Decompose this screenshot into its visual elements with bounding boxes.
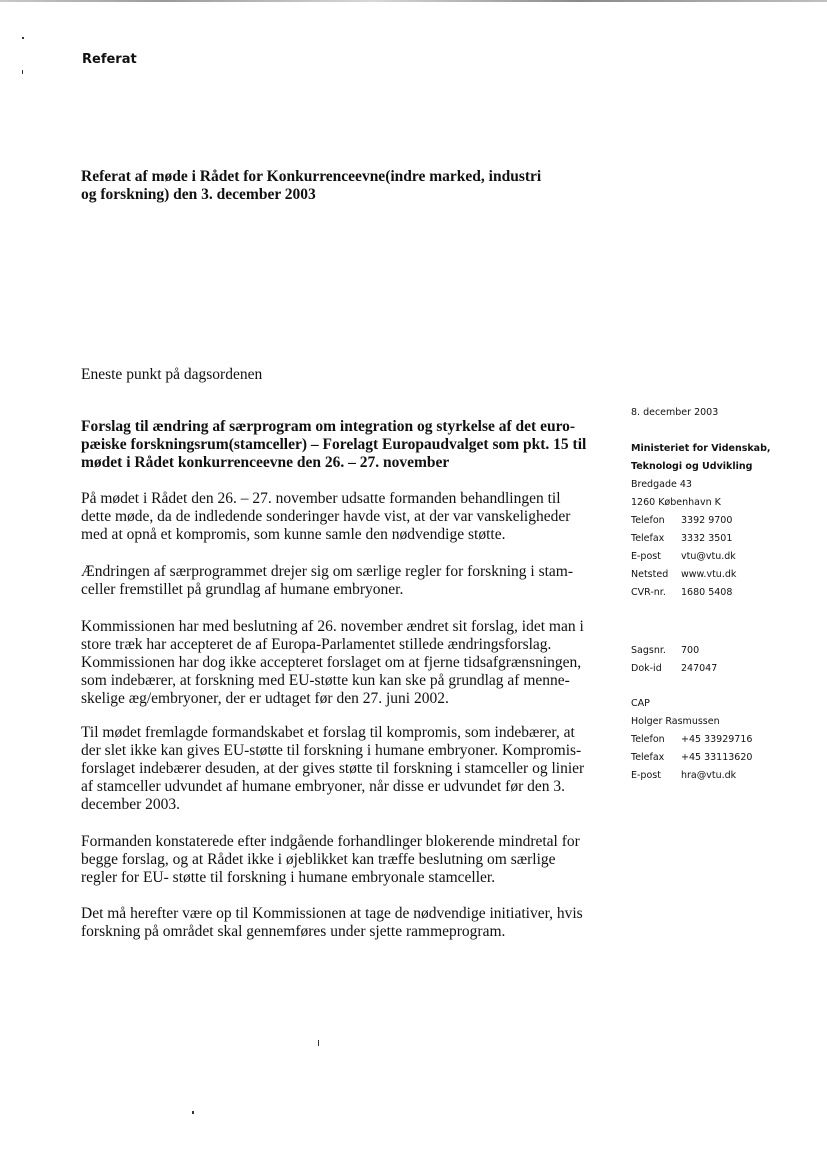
contact-key: Telefon [631, 515, 665, 526]
paragraph-line: skelige æg/embryoner, der er udtaget før den 27. juni 2002. [81, 690, 449, 707]
ministry-name-line: Ministeriet for Videnskab, [631, 443, 771, 454]
street-address: Bredgade 43 [631, 479, 692, 490]
paragraph-line: som indebærer, at forskning med EU-støtte kun kan ske på grundlag af menne- [81, 672, 570, 689]
section-title-line: mødet i Rådet konkurrenceevne den 26. – 27. november [81, 454, 450, 471]
contact-phone [631, 512, 821, 530]
paragraph [81, 905, 606, 941]
section-title [81, 418, 606, 472]
sidebar-spacer [631, 678, 821, 695]
person-contact-value: +45 33929716 [681, 734, 753, 745]
person-phone [631, 731, 821, 749]
paragraph [81, 724, 606, 814]
paragraph [81, 563, 606, 599]
paragraph [81, 490, 606, 544]
person-contact-value: hra@vtu.dk [681, 770, 737, 781]
case-number [631, 642, 821, 660]
person-fax [631, 749, 821, 767]
paragraph-line: af stamceller udvundet af humane embryoner, når disse er udvundet før den 3. [81, 778, 566, 795]
paragraph [81, 618, 606, 708]
contact-key: Netsted [631, 569, 669, 580]
case-value: 247047 [681, 663, 718, 674]
contact-value: vtu@vtu.dk [681, 551, 736, 562]
paragraph-line: med at opnå et kompromis, som kunne samle den nødvendige støtte. [81, 526, 506, 543]
scan-speck [192, 1111, 194, 1114]
scan-speck [22, 70, 23, 74]
contact-value: 3332 3501 [681, 533, 733, 544]
paragraph-line: Formanden konstaterede efter indgående forhandlinger blokerende mindretal for [81, 833, 580, 850]
case-value: 700 [681, 645, 700, 656]
case-key: Dok-id [631, 663, 662, 674]
section-title-line: pæiske forskningsrum(stamceller) – Forelagt Europaudvalget som pkt. 15 til [81, 436, 587, 453]
paragraph-line: der slet ikke kan gives EU-støtte til forskning i humane embryoner. Kompromis- [81, 742, 582, 759]
sidebar-spacer [631, 602, 821, 642]
paragraph-line: regler for EU- støtte til forskning i humane embryonale stamceller. [81, 869, 496, 886]
agenda-heading: Eneste punkt på dagsordenen [81, 366, 263, 383]
contact-fax [631, 530, 821, 548]
person-contact-value: +45 33113620 [681, 752, 753, 763]
ministry-name-line: Teknologi og Udvikling [631, 461, 753, 472]
paragraph-line: forskning på området skal gennemføres under sjette rammeprogram. [81, 923, 506, 940]
case-key: Sagsnr. [631, 645, 666, 656]
paragraph-line: Kommissionen har dog ikke accepteret forslaget om at fjerne tidsafgrænsningen, [81, 654, 582, 671]
contact-key: Telefax [631, 533, 665, 544]
document-type-label: Referat [82, 52, 137, 67]
scan-speck [22, 37, 24, 39]
document-title [81, 168, 581, 204]
contact-value: 3392 9700 [681, 515, 733, 526]
paragraph-line: forslaget indebærer desuden, at der gives støtte til forskning i stamceller og linier [81, 760, 585, 777]
person-contact-key: Telefon [631, 734, 665, 745]
paragraph [81, 833, 606, 887]
person-email [631, 767, 821, 785]
person-contact-key: Telefax [631, 752, 665, 763]
paragraph-line: Det må herefter være op til Kommissionen at tage de nødvendige initiativer, hvis [81, 905, 583, 922]
contact-person: Holger Rasmussen [631, 716, 720, 727]
paragraph-line: dette møde, da de indledende sonderinger havde vist, at der var vanskeligheder [81, 508, 571, 525]
department-code: CAP [631, 698, 650, 709]
paragraph-line: Kommissionen har med beslutning af 26. november ændret sit forslag, idet man i [81, 618, 584, 635]
sidebar-spacer [631, 422, 821, 440]
person-contact-key: E-post [631, 770, 661, 781]
document-date: 8. december 2003 [631, 407, 719, 418]
paragraph-line: Til mødet fremlagde formandskabet et forslag til kompromis, som indebærer, at [81, 724, 575, 741]
contact-cvr [631, 584, 821, 602]
contact-key: E-post [631, 551, 661, 562]
contact-email [631, 548, 821, 566]
document-id [631, 660, 821, 678]
title-line: og forskning) den 3. december 2003 [81, 186, 316, 203]
contact-website [631, 566, 821, 584]
contact-value: 1680 5408 [681, 587, 733, 598]
scan-top-edge [0, 0, 827, 2]
title-line: Referat af møde i Rådet for Konkurrenceevne(indre marked, industri [81, 168, 542, 185]
paragraph-line: begge forslag, og at Rådet ikke i øjeblikket kan træffe beslutning om særlige [81, 851, 556, 868]
postal-city: 1260 København K [631, 497, 721, 508]
paragraph-line: december 2003. [81, 796, 180, 813]
sender-info-sidebar [631, 404, 821, 785]
scan-speck [318, 1040, 319, 1046]
paragraph-line: Ændringen af særprogrammet drejer sig om særlige regler for forskning i stam- [81, 563, 574, 580]
paragraph-line: store træk har accepteret de af Europa-Parlamentet stillede ændringsforslag. [81, 636, 552, 653]
paragraph-line: På mødet i Rådet den 26. – 27. november udsatte formanden behandlingen til [81, 490, 561, 507]
contact-key: CVR-nr. [631, 587, 666, 598]
contact-value: www.vtu.dk [681, 569, 737, 580]
paragraph-line: celler fremstillet på grundlag af humane embryoner. [81, 581, 404, 598]
section-title-line: Forslag til ændring af særprogram om integration og styrkelse af det euro- [81, 418, 576, 435]
